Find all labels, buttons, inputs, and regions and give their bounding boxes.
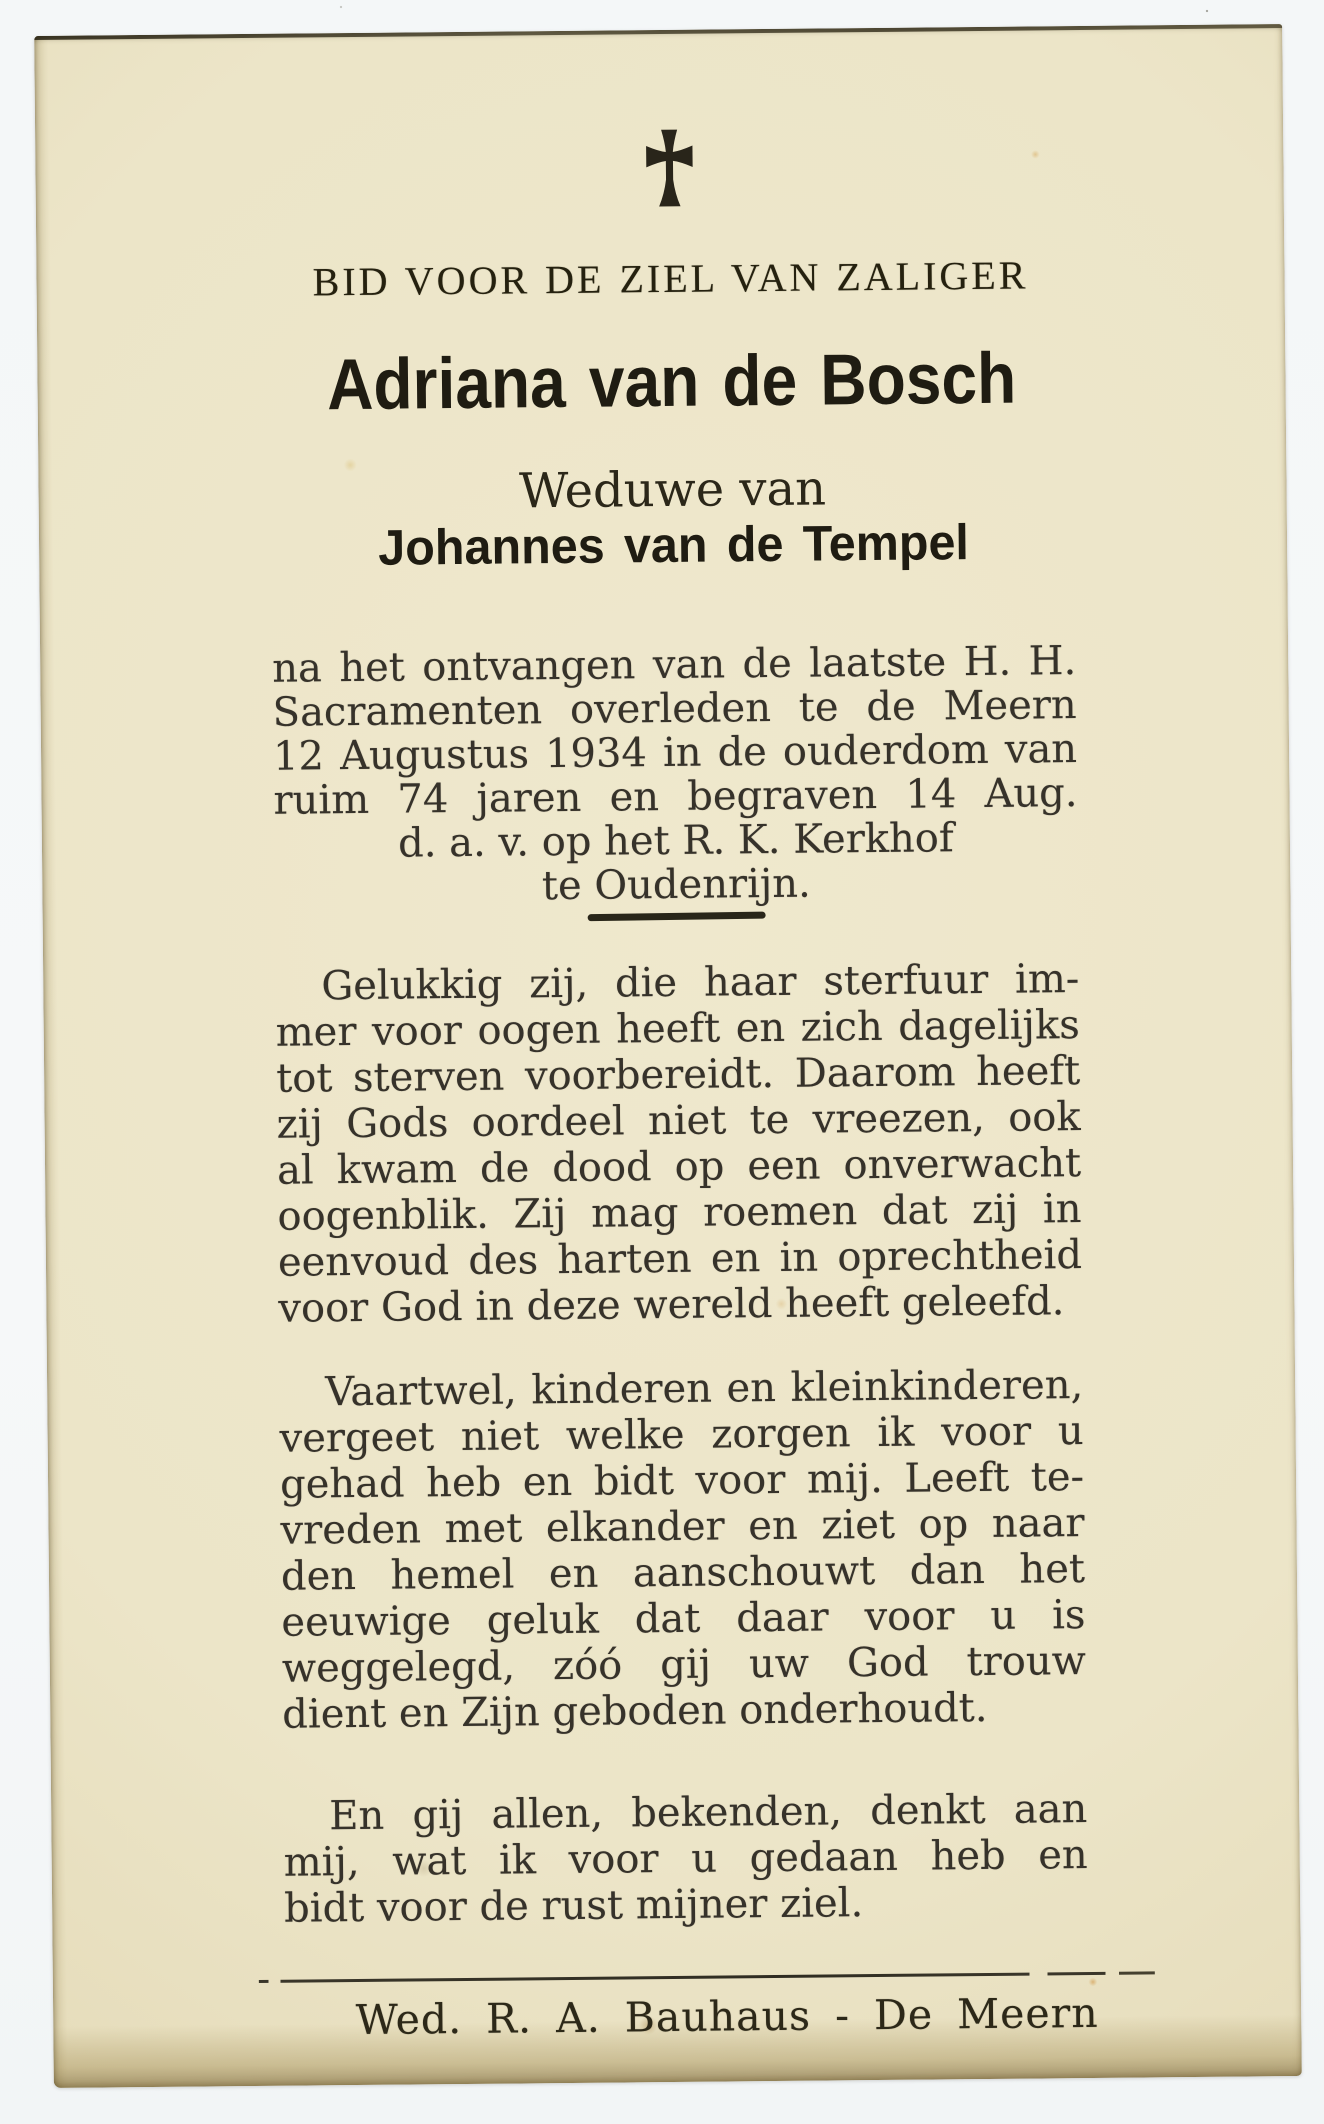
text-line: weggelegd, zóó gij uw God trouw [281,1638,1087,1692]
text-line: mer voor oogen heeft en zich dagelijks [275,1002,1080,1056]
spouse-name-text: Johannes van de Tempel [377,514,969,576]
text-line: vergeet niet welke zorgen ik voor u [279,1408,1084,1462]
text-line: En gij allen, bekenden, denkt aan [329,1786,1088,1840]
detail-line: na het ontvangen van de laatste H. H. [272,638,1077,692]
relation-line: Weduwe van [518,460,827,520]
death-details [272,639,1078,911]
memorial-paragraph [279,1362,1086,1738]
text-line: vreden met elkander en ziet op naar [280,1500,1085,1554]
card-content [35,122,1301,2048]
footer-divider [259,1971,1155,1983]
deceased-name [269,340,1074,424]
memorial-paragraph [275,956,1082,1332]
text-line: voor God in deze wereld heeft geleefd. [278,1278,1065,1332]
detail-line: 12 Augustus 1934 in de ouderdom van [272,726,1078,780]
text-line: mij, wat ik voor u gedaan heb en [283,1832,1088,1886]
detail-line: d. a. v. op het R. K. Kerkhof [397,815,954,867]
text-line: Vaartwel, kinderen en kleinkinderen, [324,1362,1084,1416]
text-line: dient en Zijn geboden onderhoudt. [282,1684,988,1738]
text-line: den hemel en aanschouwt dan het [280,1546,1086,1600]
text-line: zij Gods oordeel niet te vreezen, ook [276,1094,1081,1148]
text-line: eenvoud des harten en in oprechtheid [277,1232,1083,1286]
printer-imprint: Wed. R. A. Bauhaus - De Meern [355,1988,1099,2045]
text-line: tot sterven voorbereidt. Daarom heeft [275,1048,1081,1102]
spouse-name [271,513,1076,577]
section-divider [588,912,766,922]
text-line: gehad heb en bidt voor mij. Leeft te- [279,1454,1085,1508]
deceased-name-text: Adriana van de Bosch [326,338,1017,426]
detail-line: ruim 74 jaren en begraven 14 Aug. [273,770,1078,824]
text-line: al kwam de dood op een onverwacht [276,1140,1082,1194]
text-line: bidt voor de rust mijner ziel. [283,1880,864,1932]
memorial-paragraph [283,1786,1088,1932]
text-line: eeuwige geluk dat daar voor u is [281,1592,1086,1646]
text-line: oogenblik. Zij mag roemen dat zij in [277,1186,1082,1240]
invocation-line: BID VOOR DE ZIEL VAN ZALIGER [312,252,1029,305]
cross-icon [267,124,1072,214]
detail-line: te Oudenrijn. [541,860,811,910]
memorial-card [34,24,1302,2088]
detail-line: Sacramenten overleden te de Meern [272,682,1077,736]
text-line: Gelukkig zij, die haar sterfuur im- [321,956,1080,1010]
